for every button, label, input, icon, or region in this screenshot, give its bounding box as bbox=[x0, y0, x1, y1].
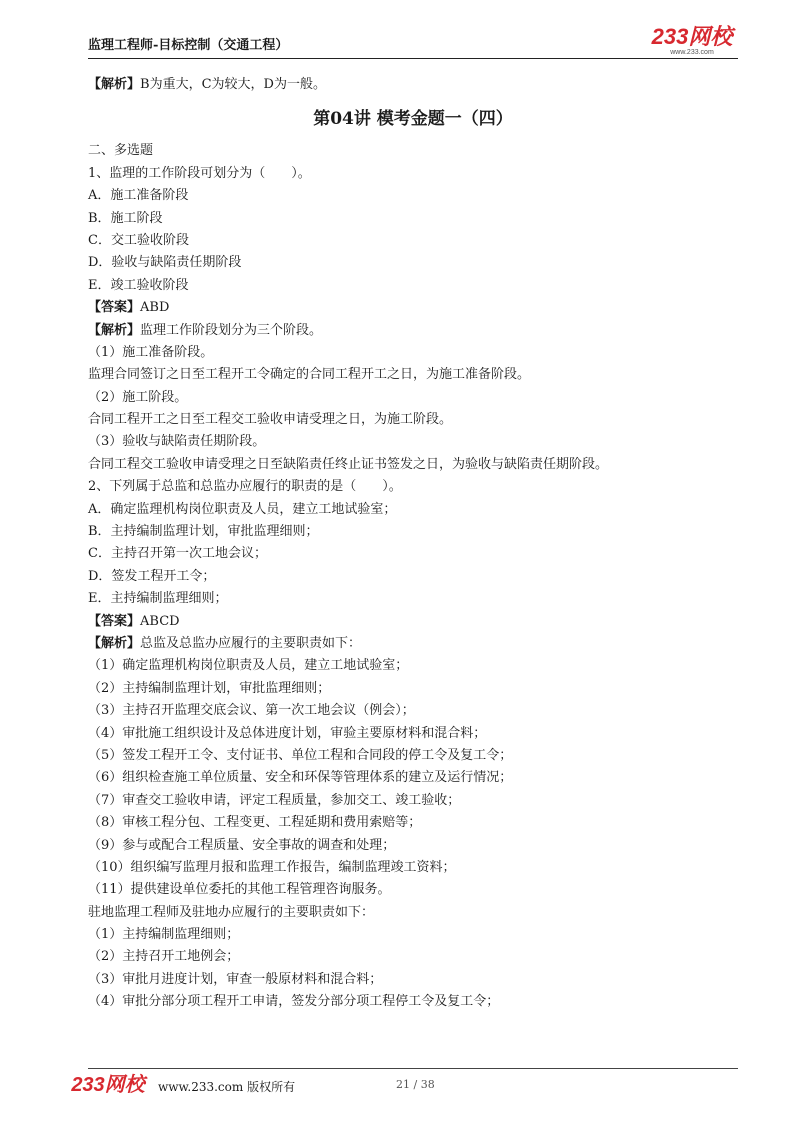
text-line bbox=[88, 140, 738, 162]
footer-copyright: www.233.com 版权所有 bbox=[158, 1080, 296, 1094]
line-text: （7）审查交工验收申请，评定工程质量，参加交工、竣工验收； bbox=[88, 792, 461, 808]
line-text: C．主持召开第一次工地会议； bbox=[88, 546, 267, 562]
text-line bbox=[88, 588, 738, 610]
text-line bbox=[88, 969, 738, 991]
text-line bbox=[88, 163, 738, 185]
text-line bbox=[88, 431, 738, 453]
line-text: （5）签发工程开工令、支付证书、单位工程和合同段的停工令及复工令； bbox=[88, 747, 513, 763]
line-text: B．主持编制监理计划，审批监理细则； bbox=[88, 524, 319, 540]
section-title bbox=[88, 100, 738, 138]
text-line bbox=[88, 678, 738, 700]
line-text: A．施工准备阶段 bbox=[88, 188, 189, 204]
line-text: D．验收与缺陷责任期阶段 bbox=[88, 255, 242, 271]
line-text: （9）参与或配合工程质量、安全事故的调查和处理； bbox=[88, 837, 396, 853]
text-line bbox=[88, 208, 738, 230]
header-title: 监理工程师-目标控制（交通工程） bbox=[88, 38, 289, 53]
line-text: A．确定监理机构岗位职责及人员，建立工地试验室； bbox=[88, 501, 397, 517]
text-line bbox=[88, 835, 738, 857]
line-text: （10）组织编写监理月报和监理工作报告，编制监理竣工资料； bbox=[88, 859, 456, 875]
line-tag: 【解析】 bbox=[88, 322, 141, 338]
text-line bbox=[88, 812, 738, 834]
page-content bbox=[88, 74, 738, 1014]
text-line bbox=[88, 767, 738, 789]
header-logo-text: 233网校 bbox=[651, 24, 733, 49]
line-text: E．竣工验收阶段 bbox=[88, 277, 189, 293]
text-line bbox=[88, 633, 738, 655]
text-line bbox=[88, 230, 738, 252]
text-line bbox=[88, 857, 738, 879]
line-text: E．主持编制监理细则； bbox=[88, 591, 228, 607]
text-line bbox=[88, 252, 738, 274]
text-line bbox=[88, 476, 738, 498]
text-line bbox=[88, 521, 738, 543]
footer-logo-text: 233网校 bbox=[71, 1074, 145, 1096]
line-text: （4）审批分部分项工程开工申请，签发分部分项工程停工令及复工令； bbox=[88, 994, 500, 1010]
line-text: 2、下列属于总监和总监办应履行的职责的是（ ）。 bbox=[88, 479, 402, 495]
line-text: 驻地监理工程师及驻地办应履行的主要职责如下： bbox=[88, 904, 375, 920]
text-line bbox=[88, 991, 738, 1013]
text-line bbox=[88, 543, 738, 565]
text-line bbox=[88, 409, 738, 431]
line-tag: 【答案】 bbox=[88, 300, 141, 316]
line-text: 第04讲 模考金题一（四） bbox=[313, 109, 513, 130]
line-text: 二、多选题 bbox=[88, 143, 154, 159]
text-line bbox=[88, 74, 738, 96]
line-text: ABD bbox=[140, 300, 170, 316]
line-text: 合同工程开工之日至工程交工验收申请受理之日，为施工阶段。 bbox=[88, 412, 453, 428]
line-tag: 【答案】 bbox=[88, 613, 141, 629]
page-footer bbox=[66, 1070, 746, 1100]
line-text: 总监及总监办应履行的主要职责如下： bbox=[140, 635, 362, 651]
text-line bbox=[88, 655, 738, 677]
text-line bbox=[88, 700, 738, 722]
page-header bbox=[88, 22, 738, 58]
line-text: 监理工作阶段划分为三个阶段。 bbox=[140, 322, 323, 338]
text-line bbox=[88, 611, 738, 633]
text-line bbox=[88, 320, 738, 342]
text-line bbox=[88, 879, 738, 901]
line-text: （3）主持召开监理交底会议、第一次工地会议（例会）； bbox=[88, 703, 415, 719]
header-logo-url: www.233.com bbox=[670, 49, 714, 56]
line-text: （4）审批施工组织设计及总体进度计划，审验主要原材料和混合料； bbox=[88, 725, 487, 741]
line-text: B为重大，C为较大，D为一般。 bbox=[140, 77, 326, 92]
line-text: （6）组织检查施工单位质量、安全和环保等管理体系的建立及运行情况； bbox=[88, 770, 513, 786]
brand-logo bbox=[646, 22, 738, 56]
text-line bbox=[88, 723, 738, 745]
page-number: 21 / 38 bbox=[396, 1078, 435, 1091]
footer-divider bbox=[88, 1068, 738, 1069]
text-line bbox=[88, 499, 738, 521]
line-text: C．交工验收阶段 bbox=[88, 232, 189, 248]
text-line bbox=[88, 790, 738, 812]
text-line bbox=[88, 387, 738, 409]
line-text: （2）主持召开工地例会； bbox=[88, 949, 240, 965]
text-line bbox=[88, 566, 738, 588]
line-text: D．签发工程开工令； bbox=[88, 568, 216, 584]
text-line bbox=[88, 454, 738, 476]
text-line bbox=[88, 342, 738, 364]
line-text: （11）提供建设单位委托的其他工程管理咨询服务。 bbox=[88, 882, 391, 898]
line-tag: 【解析】 bbox=[88, 635, 141, 651]
line-text: （3）验收与缺陷责任期阶段。 bbox=[88, 434, 266, 450]
line-text: 监理合同签订之日至工程开工令确定的合同工程开工之日，为施工准备阶段。 bbox=[88, 367, 531, 383]
text-line bbox=[88, 924, 738, 946]
line-text: ABCD bbox=[140, 613, 180, 629]
line-text: （8）审核工程分包、工程变更、工程延期和费用索赔等； bbox=[88, 815, 422, 831]
text-line bbox=[88, 946, 738, 968]
footer-logo bbox=[66, 1070, 150, 1098]
line-text: （2）主持编制监理计划，审批监理细则； bbox=[88, 680, 331, 696]
line-text: B．施工阶段 bbox=[88, 210, 163, 226]
line-text: 1、监理的工作阶段可划分为（ ）。 bbox=[88, 165, 311, 181]
text-line bbox=[88, 745, 738, 767]
line-text: 合同工程交工验收申请受理之日至缺陷责任终止证书签发之日，为验收与缺陷责任期阶段。 bbox=[88, 456, 609, 472]
text-line bbox=[88, 185, 738, 207]
line-text: （3）审批月进度计划，审查一般原材料和混合料； bbox=[88, 971, 383, 987]
line-text: （2）施工阶段。 bbox=[88, 389, 188, 405]
line-tag: 【解析】 bbox=[88, 77, 141, 92]
text-line bbox=[88, 275, 738, 297]
line-text: （1）确定监理机构岗位职责及人员，建立工地试验室； bbox=[88, 658, 409, 674]
line-text: （1）主持编制监理细则； bbox=[88, 927, 240, 943]
line-text: （1）施工准备阶段。 bbox=[88, 344, 214, 360]
text-line bbox=[88, 297, 738, 319]
text-line bbox=[88, 902, 738, 924]
text-line bbox=[88, 364, 738, 386]
header-divider bbox=[88, 58, 738, 59]
